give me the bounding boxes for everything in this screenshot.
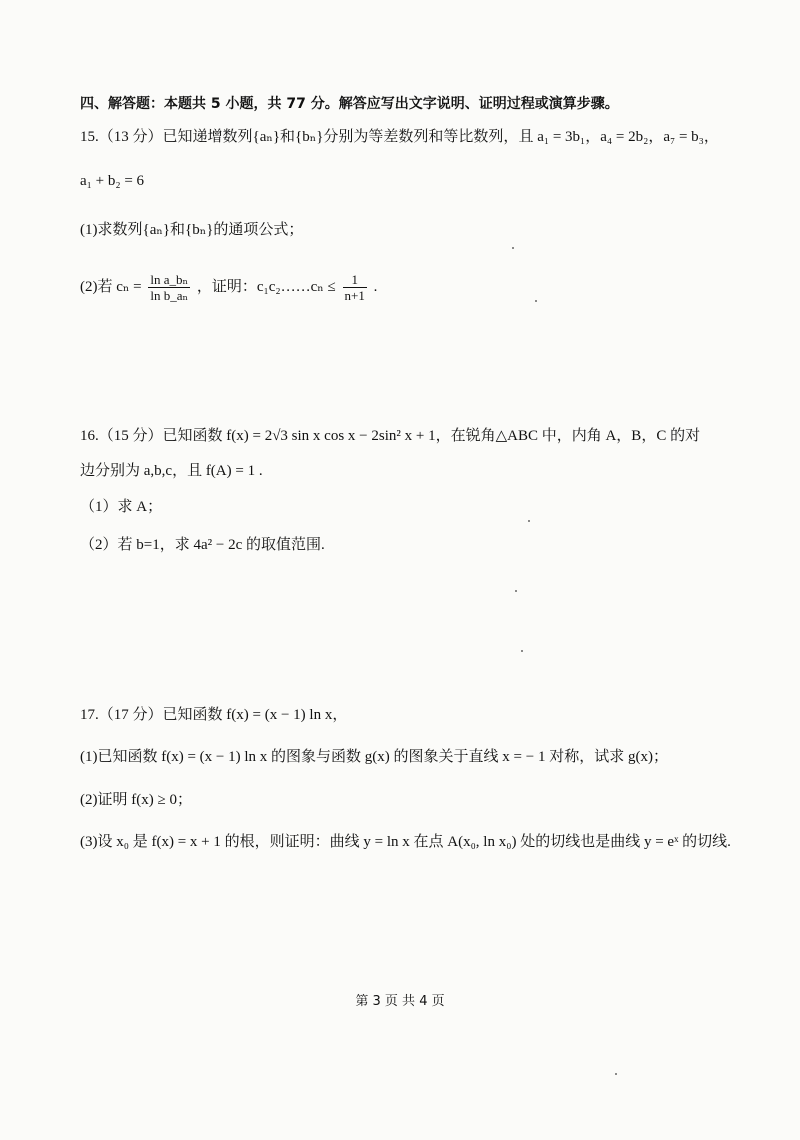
problem-15-part-2 xyxy=(80,272,377,303)
problem-15-line-1: 15.（13 分）已知递增数列{aₙ}和{bₙ}分别为等差数列和等比数列，且 a₁ = 3b₁，a₄ = 2b₂，a₇ = b₃， xyxy=(80,129,719,145)
problem-17-part-3: (3)设 x₀ 是 f(x) = x + 1 的根，则证明：曲线 y = ln x 在点 A(x₀, ln x₀) 处的切线也是曲线 y = eˣ 的切线. xyxy=(80,834,731,850)
scan-speck xyxy=(615,1073,617,1075)
problem-17-part-1: (1)已知函数 f(x) = (x − 1) ln x 的图象与函数 g(x) 的图象关于直线 x = − 1 对称，试求 g(x)； xyxy=(80,749,668,765)
scan-speck xyxy=(528,520,530,522)
fraction-c-n xyxy=(148,272,190,303)
fraction-bound-denominator: n+1 xyxy=(344,288,365,303)
section-heading: 四、解答题：本题共 5 小题，共 77 分。解答应写出文字说明、证明过程或演算步骤。 xyxy=(80,96,619,112)
problem-15-part-1: (1)求数列{aₙ}和{bₙ}的通项公式； xyxy=(80,222,304,238)
part-2-middle: ，证明：c₁c₂……cₙ ≤ xyxy=(196,278,336,295)
fraction-bound-numerator: 1 xyxy=(343,272,367,288)
problem-17-part-2: (2)证明 f(x) ≥ 0； xyxy=(80,792,192,808)
problem-16-part-1: （1）求 A； xyxy=(80,499,163,515)
scan-speck xyxy=(512,247,514,249)
page-footer: 第 3 页 共 4 页 xyxy=(355,994,445,1009)
part-2-suffix: . xyxy=(373,278,378,295)
problem-15-line-2: a₁ + b₂ = 6 xyxy=(80,173,145,189)
problem-16-line-1: 16.（15 分）已知函数 f(x) = 2√3 sin x cos x − 2sin² x + 1，在锐角△ABC 中，内角 A，B，C 的对 xyxy=(80,428,701,444)
part-2-prefix: (2)若 cₙ = xyxy=(80,278,142,295)
problem-16-line-2: 边分别为 a,b,c，且 f(A) = 1 . xyxy=(80,463,263,479)
fraction-bound xyxy=(343,272,367,303)
problem-16-part-2: （2）若 b=1，求 4a² − 2c 的取值范围. xyxy=(80,537,325,553)
fraction-c-n-numerator: ln a_bₙ xyxy=(150,272,189,287)
scan-speck xyxy=(521,650,523,652)
scan-speck xyxy=(515,590,517,592)
problem-17-line-1: 17.（17 分）已知函数 f(x) = (x − 1) ln x， xyxy=(80,707,348,723)
scan-speck xyxy=(535,300,537,302)
fraction-c-n-denominator: ln b_aₙ xyxy=(150,288,189,303)
